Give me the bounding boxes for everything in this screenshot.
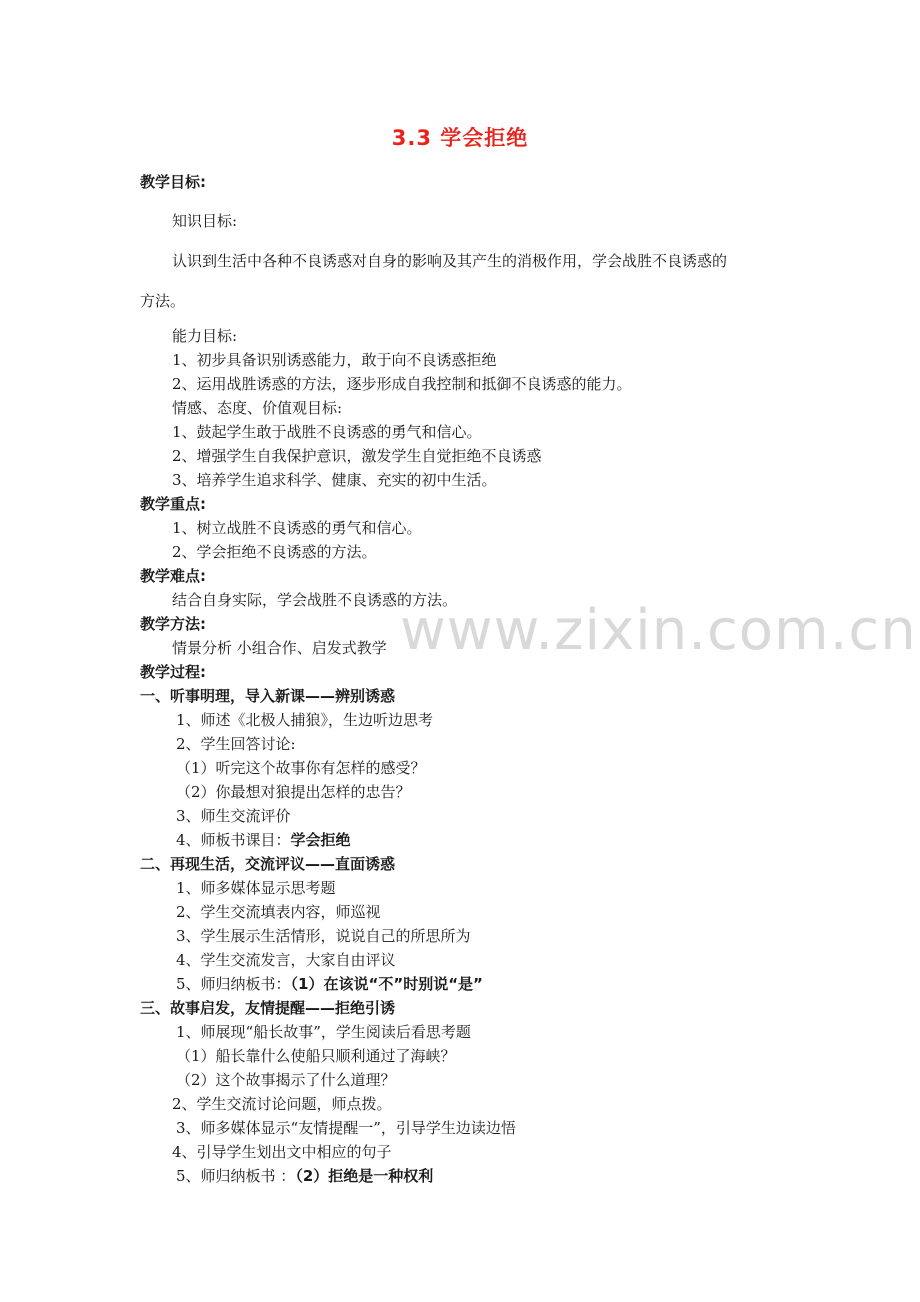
key-points-heading: 教学重点: [140,495,206,513]
part3-heading: 三、故事启发，友情提醒——拒绝引诱 [140,999,396,1017]
ability-item: 2、运用战胜诱惑的方法，逐步形成自我控制和抵御不良诱惑的能力。 [172,375,632,393]
emotion-item: 3、培养学生追求科学、健康、充实的初中生活。 [172,471,497,489]
part1-item: （2）你最想对狼提出怎样的忠告？ [176,783,411,801]
part1-item-board-prefix: 4、师板书课目： [176,831,291,849]
part3-item: 3、师多媒体显示“友情提醒一”，引导学生边读边悟 [176,1119,516,1137]
process-heading: 教学过程: [140,663,206,681]
part3-item-board-title: （2）拒绝是一种权利 [295,1167,434,1185]
knowledge-text-line-2: 方法。 [140,292,186,310]
part2-item-board [176,974,483,994]
part2-item-board-title: （1）在该说“不”时别说“是” [290,975,483,993]
method-heading: 教学方法: [140,615,206,633]
method-text: 情景分析 小组合作、启发式教学 [172,639,387,657]
page-title: 3.3 学会拒绝 [391,126,529,150]
part3-item-board [176,1166,433,1186]
watermark: www.zixin.com.cn [400,598,917,663]
part1-item: 3、师生交流评价 [176,807,291,825]
emotion-item: 1、鼓起学生敢于战胜不良诱惑的勇气和信心。 [172,423,482,441]
knowledge-text-line-1: 认识到生活中各种不良诱惑对自身的影响及其产生的消极作用，学会战胜不良诱惑的 [172,252,728,270]
part3-item: （2）这个故事揭示了什么道理？ [176,1071,396,1089]
part2-item: 2、学生交流填表内容，师巡视 [176,903,381,921]
part2-item: 3、学生展示生活情形，说说自己的所思所为 [176,927,471,945]
part1-heading: 一、听事明理，导入新课——辨别诱惑 [140,687,396,705]
part3-item: 1、师展现“船长故事”，学生阅读后看思考题 [176,1023,471,1041]
part3-item: （1）船长靠什么使船只顺利通过了海峡？ [176,1047,456,1065]
key-point-item: 2、学会拒绝不良诱惑的方法。 [172,543,377,561]
part3-item-board-prefix: 5、师归纳板书 ： [176,1167,296,1185]
ability-item: 1、初步具备识别诱惑能力，敢于向不良诱惑拒绝 [172,351,497,369]
difficulty-text: 结合自身实际，学会战胜不良诱惑的方法。 [172,591,458,609]
part3-item: 4、引导学生划出文中相应的句子 [172,1143,392,1161]
knowledge-heading: 知识目标: [172,212,238,230]
emotion-item: 2、增强学生自我保护意识，激发学生自觉拒绝不良诱惑 [172,447,542,465]
part1-item-board [176,830,351,850]
difficulty-heading: 教学难点: [140,567,206,585]
part1-item: 2、学生回答讨论: [176,735,296,753]
part2-item-board-prefix: 5、师归纳板书： [176,975,291,993]
part1-item-board-title: 学会拒绝 [290,831,351,849]
part3-item: 2、学生交流讨论问题，师点拨。 [172,1095,392,1113]
part2-heading: 二、再现生活，交流评议——直面诱惑 [140,855,396,873]
key-point-item: 1、树立战胜不良诱惑的勇气和信心。 [172,519,422,537]
emotion-heading: 情感、态度、价值观目标: [172,399,343,417]
part1-item: （1）听完这个故事你有怎样的感受？ [176,759,426,777]
part2-item: 1、师多媒体显示思考题 [176,879,336,897]
ability-heading: 能力目标: [172,327,238,345]
goals-heading: 教学目标: [140,173,206,191]
part1-item: 1、师述《北极人捕狼》，生边听边思考 [176,711,434,729]
part2-item: 4、学生交流发言，大家自由评议 [176,951,396,969]
